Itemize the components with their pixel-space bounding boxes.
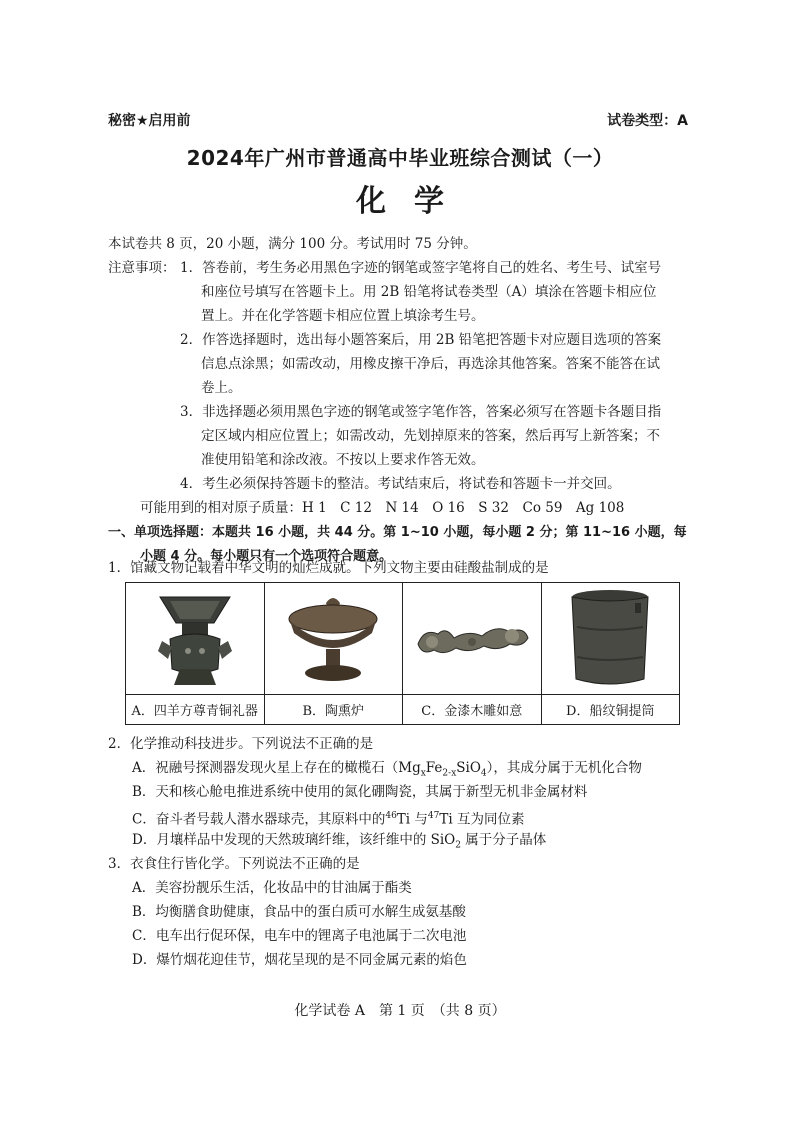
atomic-masses: 可能用到的相对原子质量：H 1 C 12 N 14 O 16 S 32 Co 59 Ag 108 [140, 500, 625, 516]
ruyi-scepter-icon [412, 604, 532, 674]
q1-option-a [126, 583, 265, 724]
section-heading-line-1: 一、单项选择题：本题共 16 小题，共 44 分。第 1~10 小题，每小题 2 分；第 11~16 小题，每 [108, 525, 687, 540]
note-4: 4．考生必须保持答题卡的整洁。考试结束后，将试卷和答题卡一并交回。 [180, 476, 621, 492]
q2-option-a: A．祝融号探测器发现火星上存在的橄榄石$(Mg_xFe_{2-x}SiO_4)$，其成分属于无机化合物 [132, 760, 642, 779]
note-2-line-1: 2．作答选择题时，选出每小题答案后，用 2B 铅笔把答题卡对应题目选项的答案 [180, 332, 662, 348]
q3-option-d: D．爆竹烟花迎佳节，烟花呈现的是不同金属元素的焰色 [132, 952, 467, 968]
exam-title: 2024年广州市普通高中毕业班综合测试（一） [186, 146, 614, 170]
page-footer: 化学试卷 A 第 1 页 （共 8 页） [294, 1003, 506, 1019]
note-2-line-2: 信息点涂黑；如需改动，用橡皮擦干净后，再选涂其他答案。答案不能答在试 [201, 356, 660, 372]
note-1-line-1: 1．答卷前，考生务必用黑色字迹的钢笔或签字笔将自己的姓名、考生号、试室号 [180, 260, 662, 276]
q1-image-table [125, 582, 680, 725]
intro-text: 本试卷共 8 页，20 小题，满分 100 分。考试用时 75 分钟。 [108, 236, 477, 252]
q1-option-b [265, 583, 404, 724]
note-2-line-3: 卷上。 [201, 380, 242, 396]
q2-option-b: B．天和核心舱电推进系统中使用的氮化硼陶瓷，其属于新型无机非金属材料 [132, 784, 588, 800]
q3-option-b: B．均衡膳食助健康，食品中的蛋白质可水解生成氨基酸 [132, 904, 466, 920]
q3-option-c: C．电车出行促环保，电车中的锂离子电池属于二次电池 [132, 928, 467, 944]
subject-title: 化学 [356, 184, 472, 219]
note-1-line-3: 置上。并在化学答题卡相应位置上填涂考生号。 [201, 308, 485, 324]
q2-option-c: C．奋斗者号载人潜水器球壳，其原料中的$^{46}$Ti 与$^{47}$Ti 互为同位素 [132, 811, 525, 828]
note-3-line-2: 定区域内相应位置上；如需改动，先划掉原来的答案，然后再写上新答案；不 [201, 428, 660, 444]
q1-option-c-label: C．金漆木雕如意 [403, 694, 541, 724]
q1-option-a-label: A．四羊方尊青铜礼器 [126, 694, 264, 724]
note-1-line-2: 和座位号填写在答题卡上。用 2B 铅笔将试卷类型（A）填涂在答题卡相应位 [201, 284, 657, 300]
bronze-zun-icon [150, 589, 240, 689]
pottery-censer-icon [278, 589, 388, 689]
q2-option-d: D．月壤样品中发现的天然玻璃纤维，该纤维中的 SiO$_2$ 属于分子晶体 [132, 832, 547, 851]
q1-stem: 1．馆藏文物记载着中华文明的灿烂成就。下列文物主要由硅酸盐制成的是 [108, 560, 549, 576]
q2-stem: 2．化学推动科技进步。下列说法不正确的是 [108, 736, 374, 752]
section-heading-line-2: 小题 4 分。每小题只有一个选项符合题意。 [140, 549, 393, 564]
q1-option-d [542, 583, 680, 724]
bronze-tube-icon [565, 587, 655, 691]
q1-option-c [403, 583, 542, 724]
notes-label: 注意事项： [108, 260, 176, 276]
q1-option-d-label: D．船纹铜提筒 [542, 694, 680, 724]
note-3-line-1: 3．非选择题必须用黑色字迹的钢笔或签字笔作答，答案必须写在答题卡各题目指 [180, 404, 662, 420]
q1-option-b-label: B．陶熏炉 [265, 694, 403, 724]
q3-option-a: A．美容扮靓乐生活，化妆品中的甘油属于酯类 [132, 880, 412, 896]
paper-type-label: 试卷类型：A [607, 113, 688, 129]
note-3-line-3: 准使用铅笔和涂改液。不按以上要求作答无效。 [201, 452, 485, 468]
confidential-label: 秘密★启用前 [108, 113, 191, 129]
q3-stem: 3．衣食住行皆化学。下列说法不正确的是 [108, 856, 360, 872]
